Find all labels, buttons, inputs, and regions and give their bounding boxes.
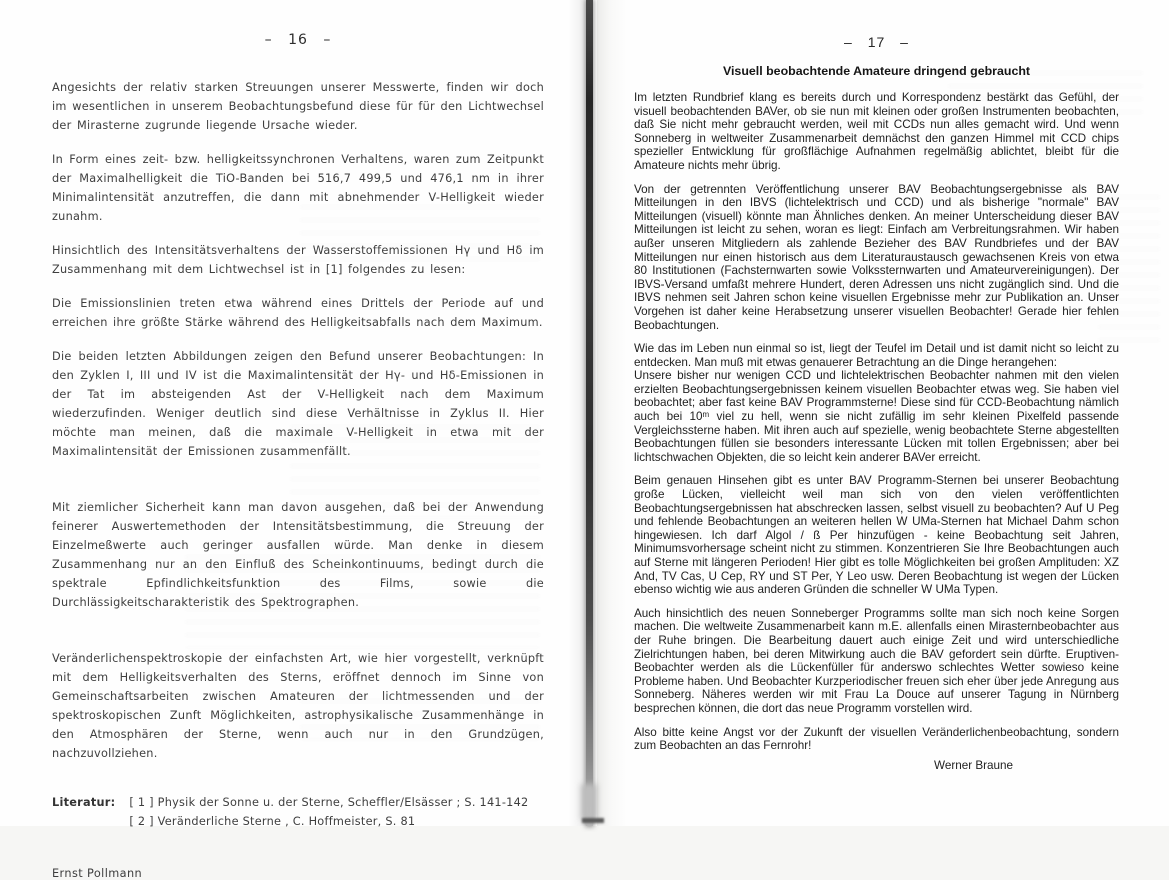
page-number-17: – 17 – [844,34,909,50]
literature-block [52,793,544,831]
page-number-16: – 16 – [264,32,332,48]
paragraph: Die beiden letzten Abbildungen zeigen den Befund unserer Beobachtungen: In den Zyklen I, III und IV ist die Maximalintensität der Hγ- und Hδ-Emissionen in der Tat im absteigenden Ast der V-Helligkeit nach dem Maximum wiederzufinden. Weniger deutlich sind diese Verhältnisse in Zyklus II. Hier möchte man meinen, daß die maximale V-Helligkeit in etwa mit der Maximalintensität der Emissionen zusammenfällt. [52,350,544,458]
literature-label: Literatur: [52,796,116,809]
page-16-content [52,32,544,880]
author-signature-left: Ernst Pollmann [52,867,143,880]
paragraph: Von der getrennten Veröffentlichung unserer BAV Beobachtungsergebnisse als BAV Mitteilungen in den IBVS (lichtelektrisch und CCD) und als bisherige "normale" BAV Mitteilungen (visuell) könnte man Ähnliches denken. An meiner Unterscheidung dieser BAV Mitteilungen ist leicht zu sehen, woran es liegt: Einfach am Verbreitungsrahmen. Wir haben außer unseren Mitgliedern als zahlende Bezieher des BAV Rundbriefes und der BAV Mitteilungen nur einen historisch aus dem Literaturaustausch gewachsenen Kreis von etwa 80 Institutionen (Fachsternwarten sowie Volkssternwarten und Amateurvereinigungen). Der IBVS-Versand umfaßt mehrere Hundert, deren Adressen uns nicht zugänglich sind. Und die IBVS nehmen seit Jahren schon keine visuellen Ergebnisse mehr zur Publikation an. Unser Vorgehen ist daher keine Herabsetzung unserer visuellen Beobachter! Gerade hier fehlen Beobachtungen. [634,182,1119,332]
literature-items [129,793,528,831]
spine-shadow-foot [581,784,597,820]
article-title: Visuell beobachtende Amateure dringend gebraucht [722,64,1031,78]
paragraph: Also bitte keine Angst vor der Zukunft der visuellen Veränderlichenbeobachtung, sondern zum Beobachten an das Fernrohr! [634,725,1119,753]
paragraph: Wie das im Leben nun einmal so ist, liegt der Teufel im Detail und ist damit nicht so leicht zu entdecken. Man muß mit etwas genauerer Betrachtung an die Dinge herangehen: [634,342,1119,369]
paragraph: Im letzten Rundbrief klang es bereits durch und Korrespondenz bestärkt das Gefühl, der visuell beobachtenden BAVer, ob sie nun mit kleinen oder großen Instrumenten beobachten, daß Sie nicht mehr gebraucht werden, weil mit CCDs nun alles gemacht wird. Und wenn Sonneberg in weltweiter Zusammenarbeit demnächst den ganzen Himmel mit CCD chips spezieller Entwicklung für großflächige Aufnahmen regelmäßig ablichtet, bleibt für die Amateure nichts mehr übrig. [634,91,1119,172]
paragraph: In Form eines zeit- bzw. helligkeitssynchronen Verhaltens, waren zum Zeitpunkt der Maximalhelligkeit die TiO-Banden bei 516,7 499,5 und 476,1 nm in ihrer Minimalintensität anzutreffen, die dann mit abnehmender V-Helligkeit wieder zunahm. [52,153,544,223]
paragraph: Unsere bisher nur wenigen CCD und lichtelektrischen Beobachter nahmen mit den vielen erzielten Beobachtungsergebnissen keinem visuellen Beobachter etwas weg. Sie haben viel beobachtet; aber fast keine BAV Programmsterne! Diese sind für CCD-Beobachtung nämlich auch bei 10ᵐ viel zu hell, wenn sie nicht zufällig im sehr kleinen Pixelfeld passende Vergleichssterne haben. Mit ihren auch auf spezielle, wenig beobachtete Sterne abgestellten Beobachtungen füllen sie besonders interessante Lücken mit tollen Ergebnissen; aber bei lichtschwachen Objekten, die so leicht kein anderer BAVer erreicht. [634,369,1119,464]
author-signature-right: Werner Braune [934,758,1014,772]
paragraph: Beim genauen Hinsehen gibt es unter BAV Programm-Sternen bei unserer Beobachtung große Lücken, vielleicht weil man sich von den vielen veröffentlichten Beobachtungsergebnissen hat abschrecken lassen, selbst visuell zu beobachten? Auf U Peg und fehlende Beobachtungen an weiteren hellen W UMa-Sternen hat Michael Dahm schon hingewiesen. Ich darf Algol / ß Per hinzufügen - keine Beobachtung seit Jahren, Minimumsvorhersage scheint nicht zu stimmen. Konzentrieren Sie Ihre Beobachtungen auch auf Sterne mit längeren Perioden! Hier gibt es tolle Möglichkeiten bei großen Amplituden: XZ And, TV Cas, U Cep, RY und ST Per, Y Leo usw. Deren Beobachtung ist wegen der Lücken ebenso wichtig wie aus anderen Gründen die schneller W UMa Typen. [634,474,1119,597]
literature-item: [ 2 ] Veränderliche Sterne , C. Hoffmeister, S. 81 [129,815,416,828]
page-17-content [634,34,1119,772]
paragraph: Veränderlichenspektroskopie der einfachsten Art, wie hier vorgestellt, verknüpft mit dem Helligkeitsverhalten des Sterns, eröffnet dennoch im Sinne von Gemeinschaftsarbeiten zwischen Amateuren der lichtmessenden und der spektroskopischen Zunft Möglichkeiten, astrophysikalische Zusammenhänge in den Atmosphären der Sterne, wenn auch nur in den Grundzügen, nachzuvollziehen. [52,652,544,760]
literature-item: [ 1 ] Physik der Sonne u. der Sterne, Scheffler/Elsässer ; S. 141-142 [129,796,529,809]
page-17 [597,0,1169,826]
paragraph: Hinsichtlich des Intensitätsverhaltens der Wasserstoffemissionen Hγ und Hδ im Zusammenhang mit dem Lichtwechsel ist in [1] folgendes zu lesen: [52,244,544,276]
spine-shadow-tick [582,818,604,823]
paragraph: Die Emissionslinien treten etwa während eines Drittels der Periode auf und erreichen ihre größte Stärke während des Helligkeitsabfalls nach dem Maximum. [52,297,544,329]
paragraph: Angesichts der relativ starken Streuungen unserer Messwerte, finden wir doch im wesentlichen in unserem Beobachtungsbefund diese für für den Lichtwechsel der Mirasterne zugrunde liegende Ursache wieder. [52,81,544,132]
paragraph: Auch hinsichtlich des neuen Sonneberger Programms sollte man sich noch keine Sorgen machen. Die weltweite Zusammenarbeit kann m.E. allenfalls einen Mirasternbeobachter aus der Ruhe bringen. Die Bearbeitung dauert auch einige Zeit und wird unterschiedliche Zielrichtungen haben, bei deren Mitwirkung auch die BAV gefordert sein dürfte. Eruptiven-Beobachter werden als die Lückenfüller für anderswo schlechtes Wetter sowieso keine Probleme haben. Und Beobachter Kurzperiodischer freuen sich eher über jede Anregung aus Sonneberg. Näheres werden wir mit Frau La Douce auf unserer Tagung in Nürnberg besprechen können, die dort das neue Programm vorstellen wird. [634,606,1119,715]
paragraph: Mit ziemlicher Sicherheit kann man davon ausgehen, daß bei der Anwendung feinerer Auswertemethoden der Intensitätsbestimmung, die Streuung der Einzelmeßwerte auch geringer ausfallen würde. Man denke in diesem Zusammenhang nur an den Einfluß des Scheinkontinuums, bedingt durch die spektrale Epfindlichkeitsfunktion des Films, sowie die Durchlässigkeitscharakteristik des Spektrographen. [52,501,544,609]
book-spine-shadow [586,0,593,826]
